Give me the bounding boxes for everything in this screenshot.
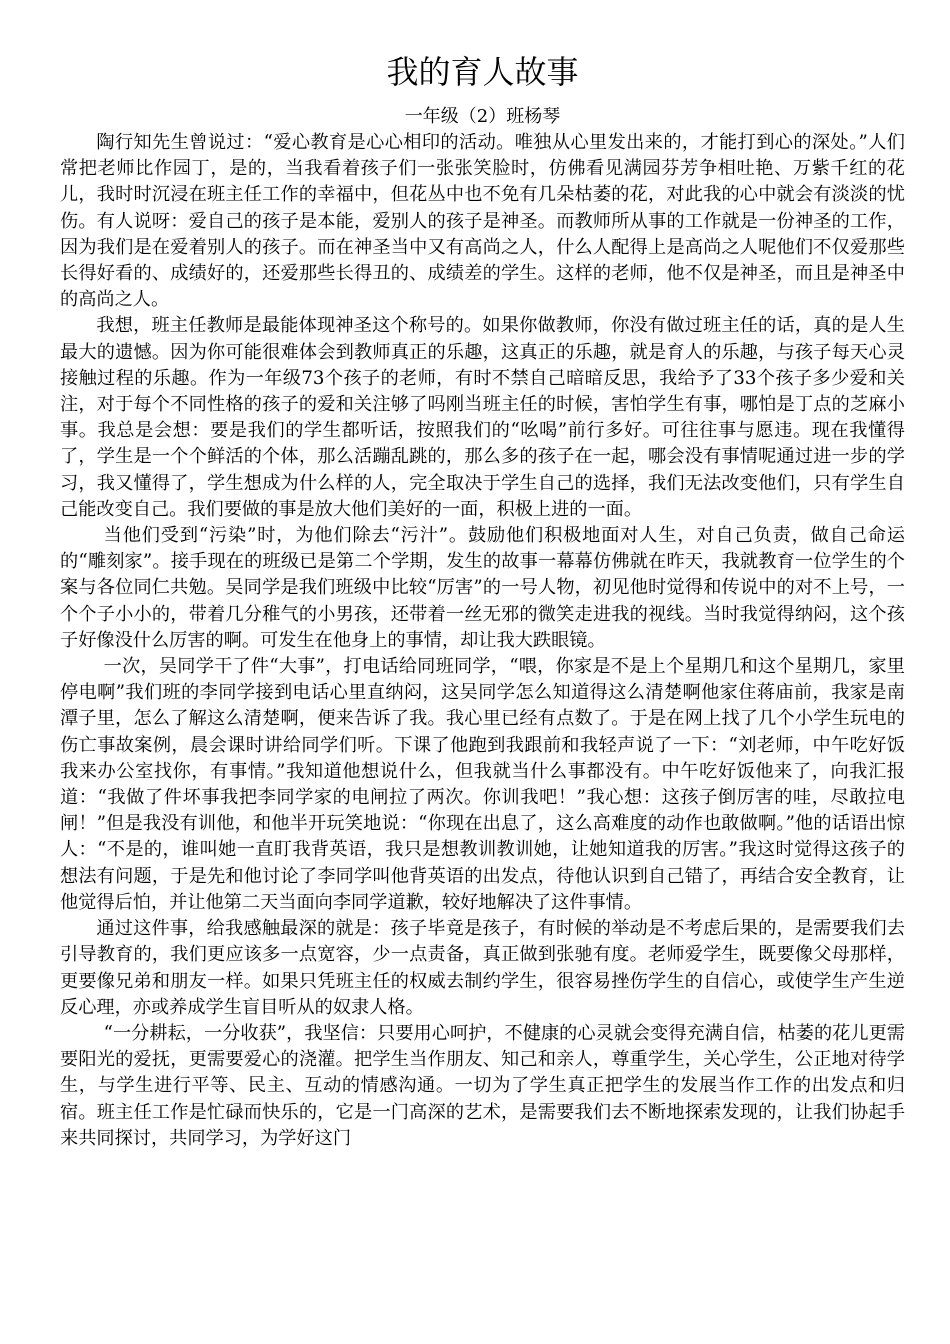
- document-page: [60, 50, 905, 1152]
- author-line: 一年级（2）班杨琴: [404, 106, 561, 127]
- paragraph-6: “一分耕耘，一分收获”，我坚信：只要用心呵护，不健康的心灵就会变得充满自信，枯萎的花儿更需要阳光的爱抚，更需要爱心的浇灌。把学生当作朋友、知己和亲人，尊重学生，关心学生，公正地对待学生，与学生进行平等、民主、互动的情感沟通。一切为了学生真正把学生的发展当作工作的出发点和归宿。班主任工作是忙碌而快乐的，它是一门高深的艺术，是需要我们去不断地探索发现的，让我们协起手来共同探讨，共同学习，为学好这门: [60, 1022, 905, 1149]
- paragraph-3: 当他们受到“污染”时，为他们除去“污汁”。鼓励他们积极地面对人生，对自己负责，做自己命运的“雕刻家”。接手现在的班级已是第二个学期，发生的故事一幕幕仿佛就在昨天，我就教育一位学生的个案与各位同仁共勉。吴同学是我们班级中比较“厉害”的一号人物，初见他时觉得和传说中的对不上号，一个个子小小的，带着几分稚气的小男孩，还带着一丝无邪的微笑走进我的视线。当时我觉得纳闷，这个孩子好像没什么厉害的啊。可发生在他身上的事情，却让我大跌眼镜。: [60, 525, 905, 651]
- paragraph-1: 陶行知先生曾说过：“爱心教育是心心相印的活动。唯独从心里发出来的，才能打到心的深处。”人们常把老师比作园丁，是的，当我看着孩子们一张张笑脸时，仿佛看见满园芬芳争相吐艳、万紫千红的花儿，我时时沉浸在班主任工作的幸福中，但花丛中也不免有几朵枯萎的花，对此我的心中就会有淡淡的忧伤。有人说呀：爱自己的孩子是本能，爱别人的孩子是神圣。而教师所从事的工作就是一份神圣的工作，因为我们是在爱着别人的孩子。而在神圣当中又有高尚之人，什么人配得上是高尚之人呢他们不仅爱那些长得好看的、成绩好的，还爱那些长得丑的、成绩差的学生。这样的老师，他不仅是神圣，而且是神圣中的高尚之人。: [60, 132, 905, 311]
- paragraph-2: 我想，班主任教师是最能体现神圣这个称号的。如果你做教师，你没有做过班主任的话，真的是人生最大的遗憾。因为你可能很难体会到教师真正的乐趣，这真正的乐趣，就是育人的乐趣，与孩子每天心灵接触过程的乐趣。作为一年级73个孩子的老师，有时不禁自己暗暗反思，我给予了33个孩子多少爱和关注，对于每个不同性格的孩子的爱和关注够了吗刚当班主任的时候，害怕学生有事，哪怕是丁点的芝麻小事。我总是会想：要是我们的学生都听话，按照我们的“吆喝”前行多好。可往往事与愿违。现在我懂得了，学生是一个个鲜活的个体，那么活蹦乱跳的，那么多的孩子在一起，哪会没有事情呢通过进一步的学习，我又懂得了，学生想成为什么样的人，完全取决于学生自己的选择，我们无法改变他们，只有学生自己能改变自己。我们要做的事是放大他们美好的一面，积极上进的一面。: [60, 315, 905, 520]
- document-title: 我的育人故事: [386, 53, 579, 91]
- paragraph-4: 一次，吴同学干了件“大事”，打电话给同班同学，“喂，你家是不是上个星期几和这个星期几，家里停电啊”我们班的李同学接到电话心里直纳闷，这吴同学怎么知道得这么清楚啊他家住蒋庙前，我家是南潭子里，怎么了解这么清楚啊，便来告诉了我。我心里已经有点数了。于是在网上找了几个小学生玩电的伤亡事故案例，晨会课时讲给同学们听。下课了他跑到我跟前和我轻声说了一下：“刘老师，中午吃好饭我来办公室找你，有事情。”我知道他想说什么，但我就当什么事都没有。中午吃好饭他来了，向我汇报道：“我做了件坏事我把李同学家的电闸拉了两次。你训我吧！”我心想：这孩子倒厉害的哇，尽敢拉电闸！”但是我没有训他，和他半开玩笑地说：“你现在出息了，这么高难度的动作也敢做啊。”他的话语出惊人：“不是的，谁叫她一直盯我背英语，我只是想教训教训她，让她知道我的厉害。”我这时觉得这孩子的想法有问题，于是先和他讨论了李同学叫他背英语的出发点，待他认识到自己错了，再结合安全教育，让他觉得后怕，并让他第二天当面向李同学道歉，较好地解决了这件事情。: [60, 656, 905, 913]
- paragraph-5: 通过这件事，给我感触最深的就是：孩子毕竟是孩子，有时候的举动是不考虑后果的，是需要我们去引导教育的，我们更应该多一点宽容，少一点责备，真正做到张驰有度。老师爱学生，既要像父母那样，更要像兄弟和朋友一样。如果只凭班主任的权威去制约学生，很容易挫伤学生的自信心，或使学生产生逆反心理，亦或养成学生盲目听从的奴隶人格。: [60, 918, 905, 1018]
